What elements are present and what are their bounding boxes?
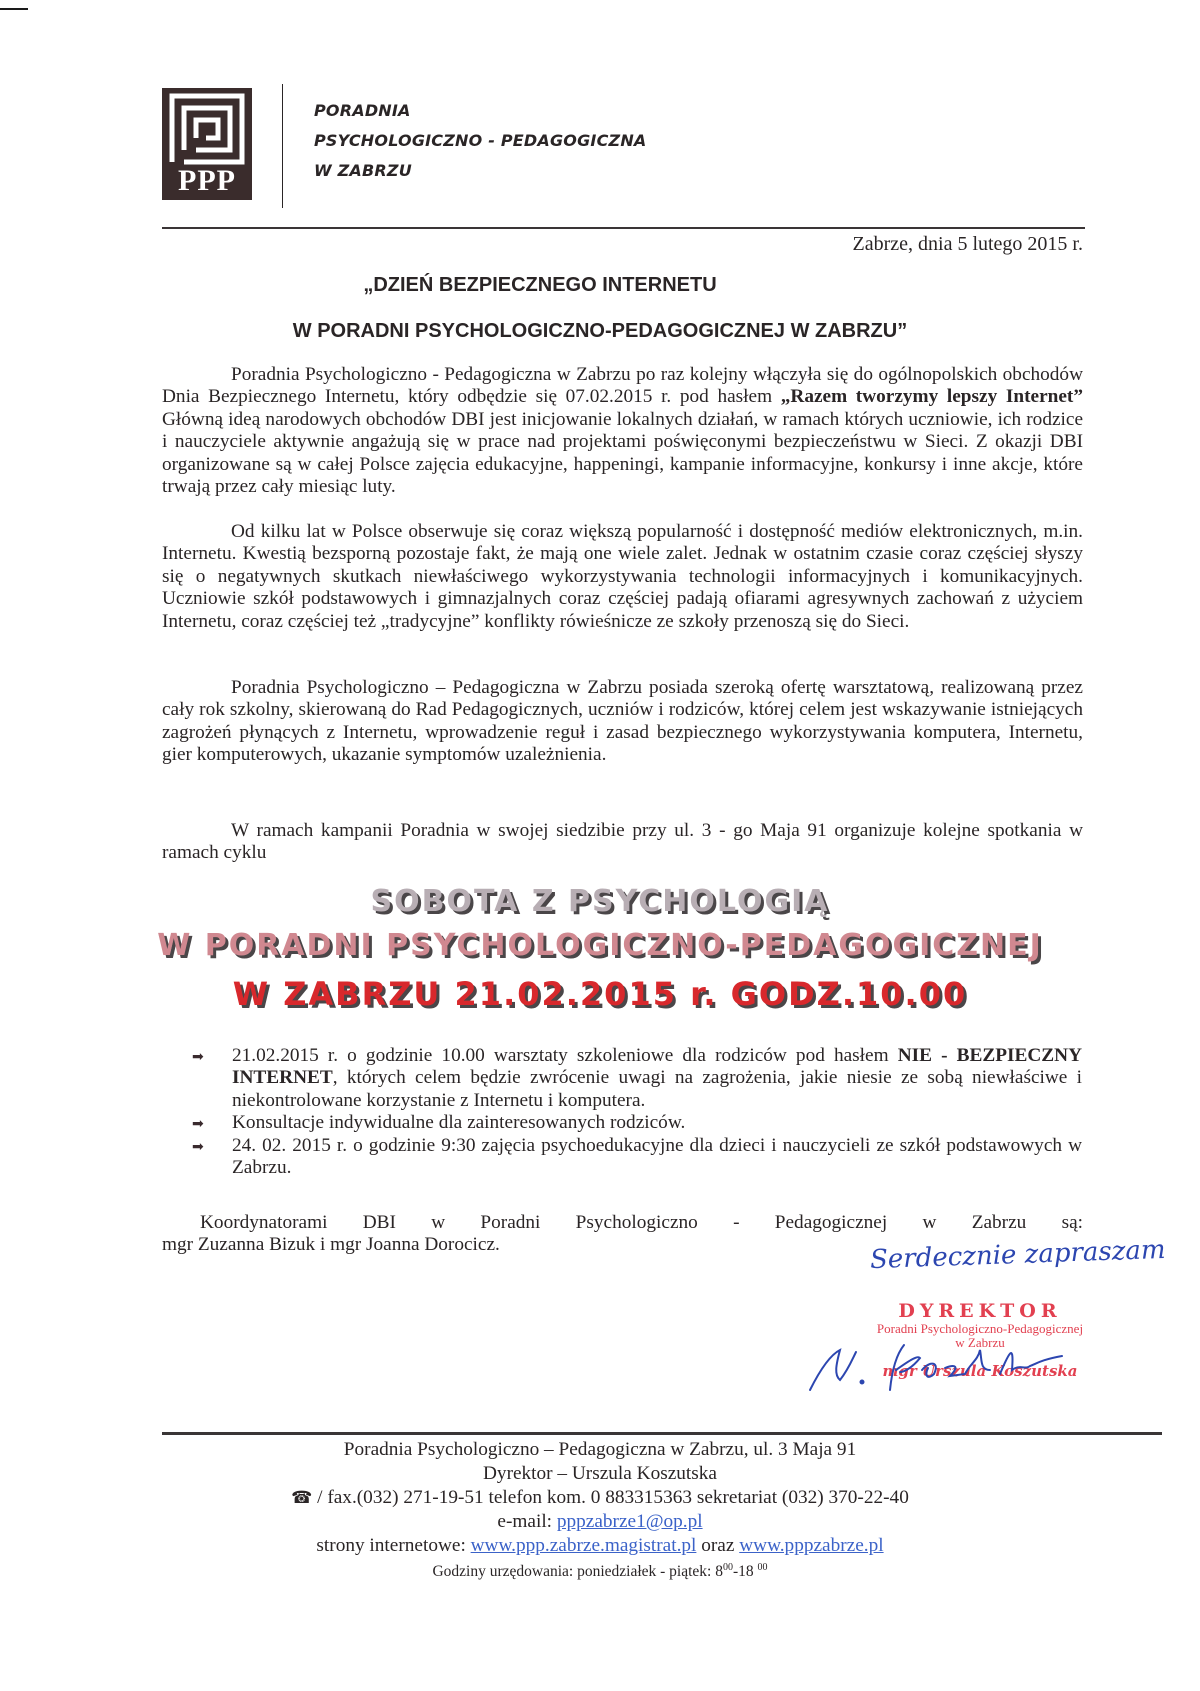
footer-phones: / fax.(032) 271-19-51 telefon kom. 0 883315363 sekretariat (032) 370-22-40: [312, 1487, 909, 1508]
org-line: PSYCHOLOGICZNO - PEDAGOGICZNA: [314, 131, 647, 150]
promo-headline-3: W ZABRZU 21.02.2015 r. GODZ.10.00: [232, 975, 968, 1013]
stamp-name: mgr Urszula Koszutska: [882, 1362, 1078, 1380]
footer-rule: [162, 1432, 1162, 1435]
paragraph-threats: [162, 521, 1083, 633]
footer-contact: [0, 1486, 1200, 1510]
ppp-logo: [162, 88, 252, 200]
org-line: W ZABRZU: [314, 161, 412, 180]
hours-from: 8: [715, 1563, 723, 1581]
footer-address: Poradnia Psychologiczno – Pedagogiczna w Zabrzu, ul. 3 Maja 91: [343, 1439, 857, 1460]
stamp-line: Poradni Psychologiczno-Pedagogicznej: [876, 1321, 1084, 1336]
org-line: PORADNIA: [314, 101, 411, 120]
hours-label: Godziny urzędowania: poniedziałek - piątek:: [432, 1563, 716, 1581]
paragraph-intro: [162, 364, 1083, 498]
arrow-right-icon: ➡: [192, 1050, 204, 1065]
arrow-right-icon: ➡: [192, 1139, 204, 1155]
organization-name: [314, 96, 647, 186]
website-link-2[interactable]: www.pppzabrze.pl: [739, 1535, 884, 1556]
scan-corner-mark: [0, 8, 28, 10]
footer-email-line: [0, 1510, 1200, 1534]
stamp-line: w Zabrzu: [955, 1335, 1005, 1350]
header-rule: [162, 227, 1085, 229]
list-item: [192, 1135, 1082, 1180]
office-hours: [0, 1558, 1200, 1582]
promo-headline-1: SOBOTA Z PSYCHOLOGIĄ: [370, 884, 830, 919]
signature-icon: [800, 1330, 1080, 1400]
document-date: Zabrze, dnia 5 lutego 2015 r.: [852, 233, 1083, 255]
intro-text-cont: Główną ideą narodowych obchodów DBI jest inicjowanie lokalnych działań, w ramach których uczniowie, ich rodzice i nauczyciele aktywnie angażują się w prace nad projektami poświęconymi bezpieczeństwu w Sieci. Z okazji DBI organizowane są w całej Polsce zajęcia edukacyjne, happeningi, kampanie informacyjne, konkursy i inne akcje, które trwają przez cały miesiąc luty.: [162, 408, 1083, 498]
slogan: „Razem tworzymy lepszy Internet”: [780, 386, 1083, 408]
document-title-line1: „DZIEŃ BEZPIECZNEGO INTERNETU: [363, 274, 717, 296]
email-label: e-mail:: [497, 1511, 557, 1532]
arrow-right-icon: ➡: [192, 1117, 204, 1133]
header-divider: [282, 84, 283, 208]
coordinators-line2: mgr Zuzanna Bizuk i mgr Joanna Dorocicz.: [162, 1234, 500, 1256]
footer-web-line: [0, 1534, 1200, 1558]
paragraph-text: Poradnia Psychologiczno – Pedagogiczna w Zabrzu posiada szeroką ofertę warsztatową, realizowaną przez cały rok szkolny, skierowaną do Rad Pedagogicznych, uczniów i rodziców, której celem jest wskazywanie istniejących zagrożeń płynących z Internetu, wprowadzenie reguł i zasad bezpiecznego wykorzystywania komputera, Internetu, gier komputerowych, ukazanie symptomów uzależnienia.: [162, 677, 1083, 766]
hours-from-minutes: 00: [722, 1562, 733, 1573]
meander-icon: [162, 88, 252, 168]
website-link-1[interactable]: www.ppp.zabrze.magistrat.pl: [470, 1535, 697, 1556]
list-item: [192, 1112, 1082, 1134]
paragraph-campaign: [162, 820, 1083, 865]
coordinators-line1: Koordynatorami DBI w Poradni Psychologiczno - Pedagogicznej w Zabrzu są:: [200, 1212, 1083, 1233]
list-item-text: 21.02.2015 r. o godzinie 10.00 warsztaty szkoleniowe dla rodziców pod hasłem: [232, 1045, 898, 1066]
handwritten-invitation: Serdecznie zapraszam: [869, 1234, 1167, 1276]
list-item-bold: NIE - BEZPIECZNY INTERNET: [232, 1045, 1082, 1089]
event-list: [192, 1045, 1082, 1179]
telephone-icon: ☎: [291, 1488, 313, 1507]
paragraph-offer: [162, 677, 1083, 767]
document-title-line2: W PORADNI PSYCHOLOGICZNO-PEDAGOGICZNEJ W ZABRZU”: [292, 320, 908, 342]
intro-text: Poradnia Psychologiczno - Pedagogiczna w Zabrzu po raz kolejny włączyła się do ogólnopolskich obchodów Dnia Bezpiecznego Internetu, który odbędzie się 07.02.2015 r. pod hasłem: [162, 364, 1083, 408]
stamp-title: DYREKTOR: [898, 1300, 1062, 1322]
paragraph-text: Od kilku lat w Polsce obserwuje się coraz większą popularność i dostępność mediów elektronicznych, m.in. Internetu. Kwestią bezsporną pozostaje fakt, że mają one wiele zalet. Jednak w ostatnim czasie coraz częściej słyszy się o negatywnych skutkach niewłaściwego wykorzystywania technologii informacyjnych i komunikacyjnych. Uczniowie szkół podstawowych i gimnazjalnych coraz częściej padają ofiarami agresywnych zachowań z użyciem Internetu, coraz częściej też „tradycyjne” konflikty rówieśnicze ze szkoły przenoszą się do Sieci.: [162, 521, 1083, 632]
logo-text: PPP: [178, 164, 236, 197]
hours-separator: -18: [732, 1563, 758, 1581]
email-link[interactable]: pppzabrze1@op.pl: [556, 1511, 703, 1532]
footer: [0, 1438, 1200, 1582]
list-item-text: Konsultacje indywidualne dla zainteresowanych rodziców.: [232, 1112, 686, 1134]
promo-headline-2: W PORADNI PSYCHOLOGICZNO-PEDAGOGICZNEJ: [157, 928, 1043, 963]
footer-director: Dyrektor – Urszula Koszutska: [483, 1463, 717, 1484]
paragraph-text: W ramach kampanii Poradnia w swojej siedzibie przy ul. 3 - go Maja 91 organizuje kolejne spotkania w ramach cyklu: [162, 820, 1083, 864]
web-label: strony internetowe:: [316, 1535, 471, 1556]
list-item-text-cont: , których celem będzie zwrócenie uwagi na zagrożenia, jakie niesie ze sobą niewłaściwe i niekontrolowane korzystanie z Internetu i komputera.: [232, 1067, 1082, 1111]
list-item: [192, 1045, 1082, 1112]
web-separator: oraz: [696, 1535, 740, 1556]
list-item-text: 24. 02. 2015 r. o godzinie 9:30 zajęcia psychoedukacyjne dla dzieci i nauczycieli ze szkół podstawowych w Zabrzu.: [232, 1134, 1082, 1179]
hours-to-minutes: 00: [757, 1562, 768, 1573]
